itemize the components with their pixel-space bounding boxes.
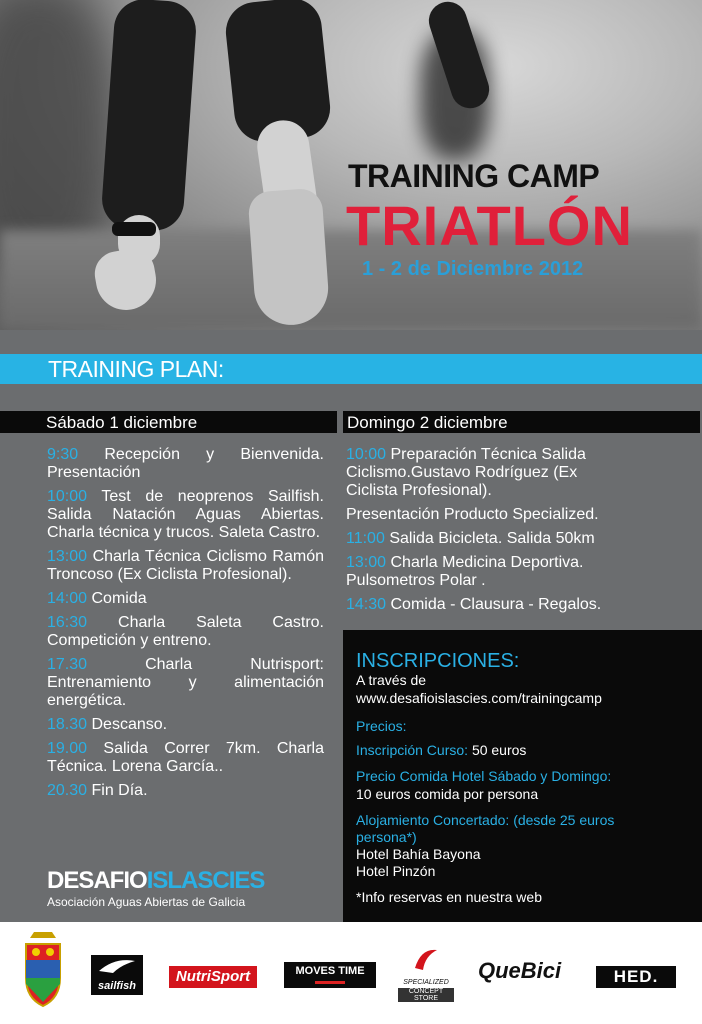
schedule-text: Comida [91,590,147,607]
sunday-item [346,554,628,590]
schedule-text: Salida Bicicleta. Salida 50km [389,530,595,547]
saturday-heading: Sábado 1 diciembre [0,411,337,433]
schedule-text: Test de neoprenos Sailfish. Salida Natación Aguas Abiertas. Charla técnica y trucos. Saleta Castro. [47,488,324,541]
sponsors-bar [0,922,702,1024]
schedule-text: Charla Técnica Ciclismo Ramón Troncoso (Ex Ciclista Profesional). [47,548,324,583]
nutrisport-logo: NutriSport [169,966,257,988]
quebici-logo: QueBici [478,958,562,983]
schedule-time: 9:30 [47,446,79,463]
via-text: A través de [356,672,427,688]
schedule-text: Salida Correr 7km. Charla Técnica. Lorena García.. [47,740,325,775]
desafio-islascies-logo: DESAFIOISLASCIES [47,867,265,894]
schedule-text: Recepción y Bienvenida. Presentación [47,446,324,481]
schedule-text: Preparación Técnica Salida Ciclismo.Gustavo Rodríguez (Ex Ciclista Profesional). [346,446,586,499]
saturday-item [47,740,324,776]
hed-logo: HED. [596,966,676,988]
schedule-time: 10:00 [47,488,88,505]
inscripciones-heading: INSCRIPCIONES: [356,650,520,672]
specialized-logo: SPECIALIZED CONCEPT STORE [398,946,454,1002]
schedule-text: Presentación Producto Specialized. [346,506,599,523]
schedule-time: 17.30 [47,656,88,673]
saturday-item [47,488,324,542]
comida-value: 10 euros comida por persona [356,786,539,802]
schedule-time: 10:00 [346,446,387,463]
sunday-heading: Domingo 2 diciembre [343,411,700,433]
schedule-text: Charla Nutrisport: Entrenamiento y alimentación energética. [47,656,324,709]
schedule-text: Comida - Clausura - Regalos. [390,596,602,613]
schedule-time: 20.30 [47,782,88,799]
sunday-item [346,596,628,614]
saturday-item [47,548,324,584]
saturday-schedule [47,446,324,806]
saturday-item [47,614,324,650]
alojamiento-label: Alojamiento Concertado: (desde 25 euros [356,812,615,828]
curso-price [356,742,526,758]
schedule-text: Descanso. [91,716,168,733]
curso-value: 50 euros [471,742,527,758]
registration-url[interactable]: www.desafioislascies.com/trainingcamp [356,690,602,706]
training-plan-heading: TRAINING PLAN: [48,356,224,382]
schedule-time: 14:30 [346,596,387,613]
schedule-time: 16:30 [47,614,88,631]
saturday-item [47,716,324,734]
sailfish-logo: sailfish [91,955,143,995]
precios-label: Precios: [356,718,407,734]
schedule-time: 19.00 [47,740,88,757]
schedule-time: 13:00 [47,548,88,565]
saturday-item [47,656,324,710]
title-training-camp: TRAINING CAMP [348,158,600,194]
schedule-text: Fin Día. [91,782,148,799]
saturday-item [47,446,324,482]
schedule-time: 11:00 [346,530,385,547]
event-dates: 1 - 2 de Diciembre 2012 [362,258,584,280]
schedule-time: 18.30 [47,716,88,733]
sunday-item [346,506,628,524]
schedule-text: Charla Saleta Castro. Competición y entreno. [47,614,324,649]
hotel-2: Hotel Pinzón [356,863,436,879]
sunday-item [346,530,628,548]
schedule-time: 13:00 [346,554,387,571]
schedule-text: Charla Medicina Deportiva. Pulsometros Polar . [346,554,584,589]
sunday-item [346,446,628,500]
reservas-note: *Info reservas en nuestra web [356,889,542,905]
sunday-schedule [346,446,628,620]
training-plan-bar [0,354,702,384]
moves-time-logo: MOVES TIME [284,962,376,988]
curso-label: Inscripción Curso: [356,742,469,758]
hero-photo [0,0,702,330]
saturday-item [47,782,324,800]
schedule-time: 14:00 [47,590,88,607]
inscripciones-panel [343,630,702,922]
alojamiento-label-2: persona*) [356,829,417,845]
title-triatlon: TRIATLÓN [346,194,633,257]
saturday-item [47,590,324,608]
hotel-1: Hotel Bahía Bayona [356,846,481,862]
coat-of-arms-icon [22,932,64,1008]
comida-label: Precio Comida Hotel Sábado y Domingo: [356,768,612,784]
organizer-subtitle: Asociación Aguas Abiertas de Galicia [47,895,246,909]
